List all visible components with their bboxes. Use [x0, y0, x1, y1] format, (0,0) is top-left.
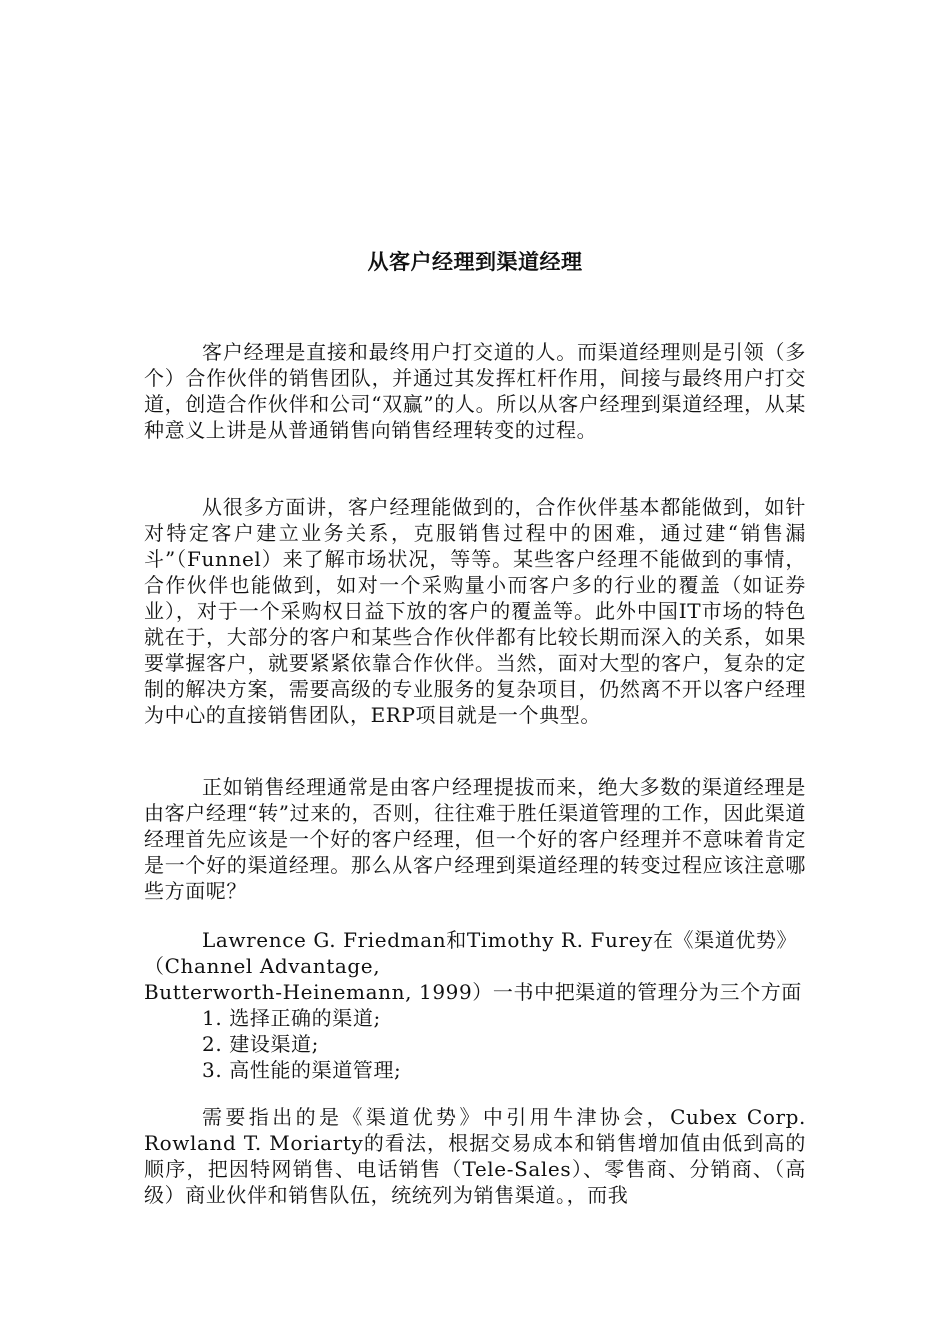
- list-item: 1. 选择正确的渠道;: [202, 1006, 381, 1030]
- document-title: 从客户经理到渠道经理: [367, 250, 583, 274]
- reference-line-2: （Channel Advantage,: [144, 954, 381, 978]
- reference-line-3: Butterworth-Heinemann, 1999）一书中把渠道的管理分为三个方面: [144, 980, 802, 1004]
- paragraph-1: [144, 339, 806, 443]
- reference-block: [144, 927, 806, 1083]
- paragraph-text: 从很多方面讲，客户经理能做到的，合作伙伴基本都能做到，如针对特定客户建立业务关系，克服销售过程中的困难，通过建“销售漏斗”（Funnel）来了解市场状况，等等。某些客户经理不能做到的事情，合作伙伴也能做到，如对一个采购量小而客户多的行业的覆盖（如证券业），对于一个采购权日益下放的客户的覆盖等。此外中国IT市场的特色就在于，大部分的客户和某些合作伙伴都有比较长期而深入的关系，如果要掌握客户，就要紧紧依靠合作伙伴。当然，面对大型的客户，复杂的定制的解决方案，需要高级的专业服务的复杂项目，仍然离不开以客户经理为中心的直接销售团队，ERP项目就是一个典型。: [144, 495, 806, 727]
- reference-line-1: Lawrence G. Friedman和Timothy R. Furey在《渠道优势》: [202, 928, 798, 952]
- paragraph-text: 需要指出的是《渠道优势》中引用牛津协会，Cubex Corp. Rowland T. Moriarty的看法，根据交易成本和销售增加值由低到高的顺序，把因特网销售、电话销售（Tele-Sales）、零售商、分销商、（高级）商业伙伴和销售队伍，统统列为销售渠道。，而我: [144, 1105, 806, 1207]
- list-item: 2. 建设渠道;: [202, 1032, 319, 1056]
- paragraph-text: 正如销售经理通常是由客户经理提拔而来，绝大多数的渠道经理是由客户经理“转”过来的，否则，往往难于胜任渠道管理的工作，因此渠道经理首先应该是一个好的客户经理，但一个好的客户经理并不意味着肯定是一个好的渠道经理。那么从客户经理到渠道经理的转变过程应该注意哪些方面呢？: [144, 775, 806, 903]
- paragraph-text: 客户经理是直接和最终用户打交道的人。而渠道经理则是引领（多个）合作伙伴的销售团队，并通过其发挥杠杆作用，间接与最终用户打交道，创造合作伙伴和公司“双赢”的人。所以从客户经理到渠道经理，从某种意义上讲是从普通销售向销售经理转变的过程。: [144, 340, 806, 442]
- paragraph-2: [144, 494, 806, 728]
- management-aspects-list: [144, 1005, 806, 1083]
- paragraph-4: [144, 1104, 806, 1208]
- paragraph-3: [144, 774, 806, 904]
- list-item: 3. 高性能的渠道管理;: [202, 1058, 402, 1082]
